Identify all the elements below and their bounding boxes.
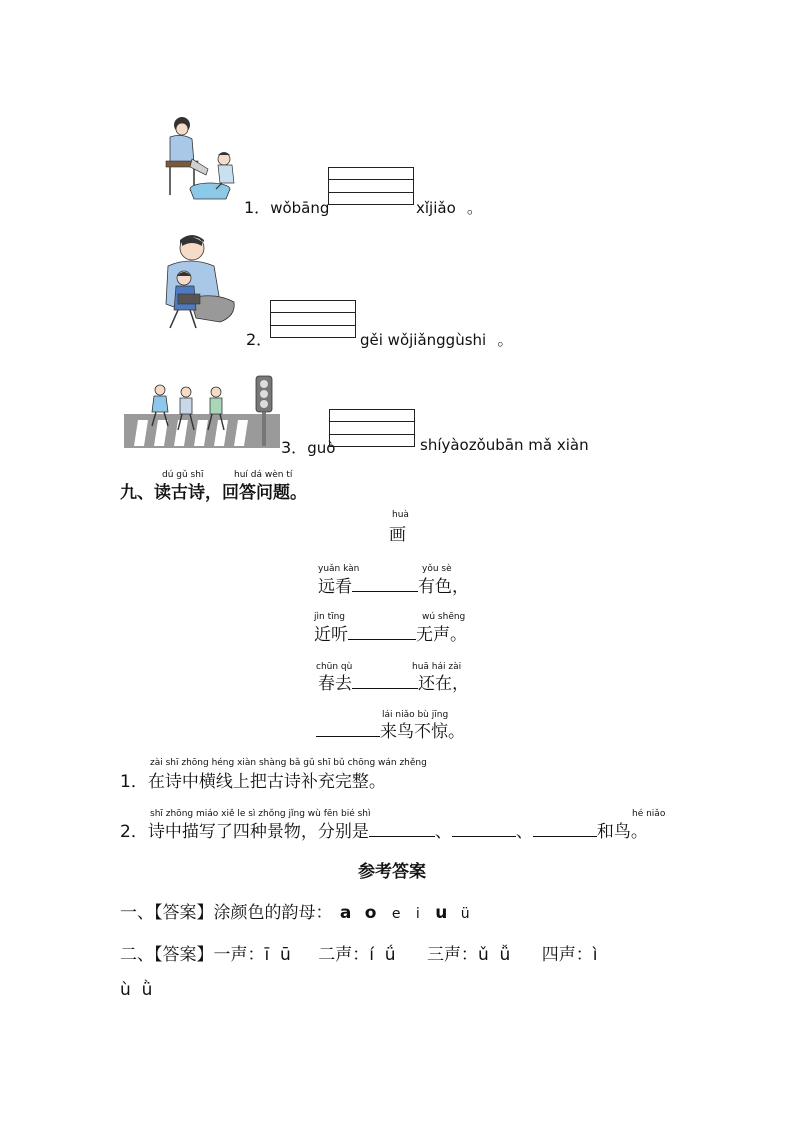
poem-line4-blank[interactable] [316,736,380,737]
poem-title-py: huà [392,510,409,520]
poem-line2 [314,620,467,645]
answer-1-val-a: a [339,903,352,923]
section9-title: 九、读古诗，回答问题。 [120,483,307,503]
answer-1-text: 涂颜色的韵母： [213,903,333,923]
s8-item2-num: 2． [246,330,273,349]
q2-blank-3[interactable] [533,836,597,837]
s8-item1-tail: 。 [466,198,483,217]
poem-line3-start-py: chūn qù [316,662,353,672]
poem-line3-end: 还在， [418,674,469,694]
poem-line1-end-py: yǒu sè [422,564,452,574]
q2-pinyin-a: shī zhōng miáo xiě le sì zhǒng jǐng wù fēn bié shì [150,809,371,819]
poem-title: 画 [389,525,406,545]
answer-1-val-i: i [415,906,420,922]
answer-2 [120,940,597,965]
answer-1-val-u: u [435,903,448,923]
answer-1 [120,898,470,923]
poem-line2-end: 无声。 [416,625,467,645]
s8-item1-after-wrap [416,195,483,218]
s8-item2-tail: 。 [497,330,514,349]
s8-item2-after-wrap [360,327,513,350]
poem-line3-start: 春去 [318,674,352,694]
answer-2-label: 二、【答案】 [120,945,214,965]
answer-2-g1-vals: ī ū [264,945,291,965]
s8-item1-writing-box[interactable] [328,167,414,205]
q2-sep-1: 、 [434,822,452,842]
crosswalk-illustration [124,374,280,448]
answer-1-val-e: e [391,906,401,922]
poem-line1 [318,572,469,597]
s8-item1-num: 1． [244,198,271,217]
answer-1-val-v: ü [460,906,470,922]
s8-item3-num: 3． [281,438,308,457]
q2-sep-2: 、 [515,822,533,842]
poem-line1-end: 有色， [418,577,469,597]
s8-item1-after: xǐjiǎo [416,199,456,217]
q1-pinyin: zài shī zhōng héng xiàn shàng bǎ gǔ shī bǔ chōng wán zhěng [150,758,427,768]
q2-blank-1[interactable] [369,836,435,837]
answer-2-g3-vals: ǔ ǚ [477,945,511,965]
s8-item3 [281,435,335,458]
q2-pinyin-b: hé niǎo [632,809,666,819]
poem-line2-start: 近听 [314,625,348,645]
s8-item1-before: wǒbāng [270,199,330,217]
answer-2-g2-vals: í ǘ [369,945,396,965]
poem-line1-blank[interactable] [352,591,418,592]
s8-item2-writing-box[interactable] [270,300,356,338]
q1-num: 1． [120,772,148,792]
s9-title-py-2: huí dá wèn tí [234,470,293,480]
q2-text-b: 和鸟。 [596,822,648,842]
q2 [120,817,648,842]
answers-title: 参考答案 [358,862,426,882]
q2-num: 2． [120,822,148,842]
answer-1-label: 一、【答案】 [120,903,214,923]
s8-item3-before: guò [307,439,336,457]
answer-2-g3-label: 三声： [426,945,478,965]
mother-feet-washing-illustration [160,113,242,203]
poem-line2-end-py: wú shēng [422,612,466,622]
poem-line2-blank[interactable] [348,639,416,640]
s8-item2-after: gěi wǒjiǎnggùshi [360,331,487,349]
poem-line2-start-py: jìn tīng [314,612,346,622]
answer-2-wrap: ù ǜ [120,980,153,1000]
poem-line3 [318,669,469,694]
poem-line3-end-py: huā hái zài [412,662,462,672]
poem-line1-start: 远看 [318,577,352,597]
s9-title-py-1: dú gǔ shī [162,470,204,480]
answer-2-g1-label: 一声： [213,945,265,965]
s8-item1 [244,195,329,218]
poem-line4 [316,717,465,742]
answer-2-g4-vals: ì [592,945,598,965]
q2-text-a: 诗中描写了四种景物，分别是 [147,822,369,842]
answer-1-val-o: o [364,903,377,923]
answer-2-g4-label: 四声： [541,945,593,965]
s8-item3-writing-box[interactable] [329,409,415,447]
q1 [120,767,386,792]
father-reading-illustration [160,232,240,334]
poem-line3-blank[interactable] [352,688,418,689]
poem-line1-start-py: yuǎn kàn [318,564,360,574]
poem-line4-end: 来鸟不惊。 [380,722,465,742]
poem-line4-end-py: lái niǎo bù jīng [382,710,449,720]
s8-item3-after: shíyàozǒubān mǎ xiàn [420,436,589,454]
s8-item3-after-wrap [420,435,589,454]
q1-text: 在诗中横线上把古诗补充完整。 [147,772,386,792]
q2-blank-2[interactable] [452,836,516,837]
answer-2-g2-label: 二声： [318,945,370,965]
